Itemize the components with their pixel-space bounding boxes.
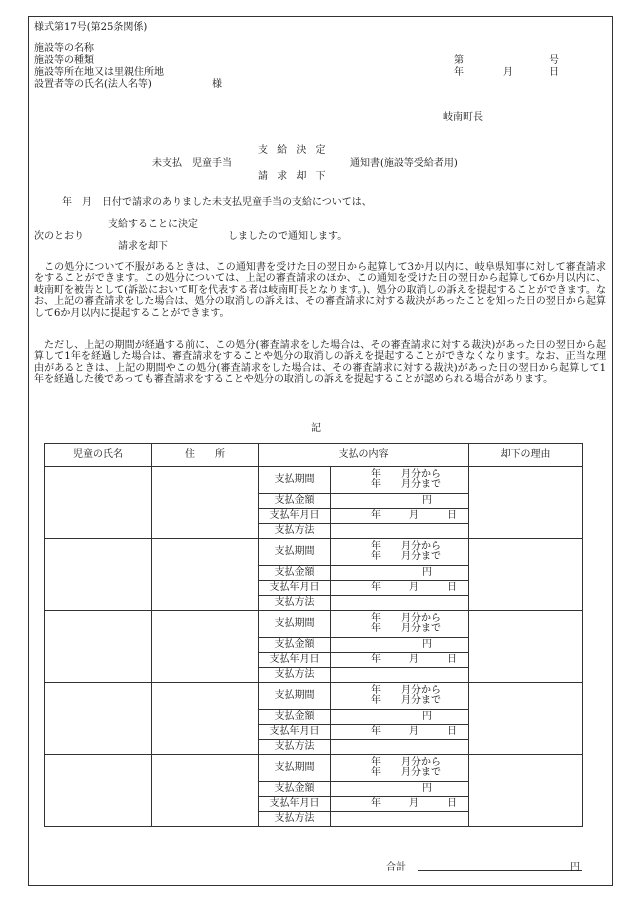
amount-value[interactable]: 円 [331,782,469,797]
period-to: 年 月分まで [371,695,441,706]
paydate-label: 支払年月日 [259,725,331,740]
amount-label: 支払金額 [259,566,331,581]
issuer: 岐南町長 [443,112,483,123]
method-label: 支払方法 [259,596,331,611]
paydate-part: 日 [447,582,457,593]
child-name-cell[interactable] [45,467,152,539]
method-value[interactable] [331,668,469,683]
period-value[interactable] [331,683,469,710]
record-row-period [45,755,583,782]
intro-choice-top: 支給することに決定 [108,219,198,230]
period-label: 支払期間 [259,467,331,494]
payment-table [44,443,583,827]
address-cell[interactable] [152,683,259,755]
period-value[interactable] [331,611,469,638]
paydate-label: 支払年月日 [259,797,331,812]
address-cell[interactable] [152,539,259,611]
period-value[interactable] [331,755,469,782]
period-from: 年 月分から [371,757,441,768]
doc-no-prefix: 第 [454,55,464,66]
period-value[interactable] [331,539,469,566]
paydate-value[interactable] [331,797,469,812]
paydate-part: 日 [447,726,457,737]
title-kind-bottom: 請 求 却 下 [258,171,329,182]
facility-type-label: 施設等の種類 [34,55,94,66]
intro-lead: 次のとおり [34,231,84,242]
header-rejection-reason: 却下の理由 [469,444,583,467]
period-from: 年 月分から [371,613,441,624]
child-name-cell[interactable] [45,611,152,683]
paydate-part: 日 [447,798,457,809]
total-label: 合計 [386,862,406,873]
paydate-part: 月 [409,654,419,665]
method-value[interactable] [331,740,469,755]
title-left: 未支払 児童手当 [152,158,232,169]
paydate-part: 月 [409,798,419,809]
method-value[interactable] [331,812,469,827]
amount-label: 支払金額 [259,782,331,797]
amount-label: 支払金額 [259,638,331,653]
paydate-part: 年 [371,798,381,809]
intro-tail: しましたので通知します。 [228,231,348,242]
header-address: 住 所 [152,444,259,467]
date-year: 年 [454,67,464,78]
address-cell[interactable] [152,611,259,683]
paydate-part: 月 [409,510,419,521]
record-row-period [45,539,583,566]
paydate-part: 月 [409,582,419,593]
intro-choice-bottom: 請求を却下 [118,241,168,252]
notice-paragraph-1: この処分について不服があるときは、この通知書を受けた日の翌日から起算して3か月以内に、岐阜県知事に対して審査請求をすることができます。この処分については、上記の審査請求のほか、この通知を受けた日の翌日から起算して6か月以内に、岐南町を被告として(訴訟において町を代表する者は岐南町長となります。)、処分の取消しの訴えを提起することができます。なお、上記の審査請求をした場合は、処分の取消しの訴えは、その審査請求に対する裁決があったことを知った日の翌日から起算して6か月以内に提起することができます。 [34,262,606,319]
rejection-reason-cell[interactable] [469,611,583,683]
paydate-part: 年 [371,726,381,737]
ki-label: 記 [311,423,321,434]
total-unit: 円 [570,862,580,873]
period-to: 年 月分まで [371,623,441,634]
record-row-period [45,683,583,710]
notice-paragraph-2: ただし、上記の期間が経過する前に、この処分(審査請求をした場合は、その審査請求に対する裁決)があった日の翌日から起算して1年を経過した場合は、審査請求をすることや処分の取消しの訴えを提起することができなくなります。なお、正当な理由があるときは、上記の期間やこの処分(審査請求をした場合は、その審査請求に対する裁決)があった日の翌日から起算して1年を経過した後であっても審査請求をすることや処分の取消しの訴えを提起することが認められる場合があります。 [34,340,606,386]
paydate-value[interactable] [331,509,469,524]
paydate-value[interactable] [331,581,469,596]
child-name-cell[interactable] [45,683,152,755]
doc-no-suffix: 号 [549,55,559,66]
period-from: 年 月分から [371,685,441,696]
total-underline [418,870,582,871]
record-row-period [45,467,583,494]
address-cell[interactable] [152,755,259,827]
period-to: 年 月分まで [371,479,441,490]
period-label: 支払期間 [259,683,331,710]
child-name-cell[interactable] [45,755,152,827]
paydate-value[interactable] [331,653,469,668]
method-label: 支払方法 [259,524,331,539]
rejection-reason-cell[interactable] [469,539,583,611]
intro-date-line: 年 月 日付で請求のありました未支払児童手当の支給については、 [62,197,372,208]
child-name-cell[interactable] [45,539,152,611]
method-label: 支払方法 [259,668,331,683]
period-label: 支払期間 [259,755,331,782]
facility-name-label: 施設等の名称 [34,43,94,54]
amount-label: 支払金額 [259,710,331,725]
title-right: 通知書(施設等受給者用) [350,158,458,169]
paydate-part: 月 [409,726,419,737]
header-payment-content: 支払の内容 [259,444,469,467]
paydate-part: 年 [371,582,381,593]
period-to: 年 月分まで [371,551,441,562]
date-month: 月 [503,67,513,78]
amount-value[interactable]: 円 [331,494,469,509]
paydate-label: 支払年月日 [259,509,331,524]
address-cell[interactable] [152,467,259,539]
amount-label: 支払金額 [259,494,331,509]
paydate-label: 支払年月日 [259,581,331,596]
date-day: 日 [549,67,559,78]
amount-value[interactable]: 円 [331,638,469,653]
paydate-part: 日 [447,654,457,665]
period-label: 支払期間 [259,611,331,638]
paydate-part: 年 [371,654,381,665]
record-row-period [45,611,583,638]
title-kind-top: 支 給 決 定 [258,145,329,156]
method-label: 支払方法 [259,740,331,755]
method-value[interactable] [331,596,469,611]
rejection-reason-cell[interactable] [469,755,583,827]
paydate-value[interactable] [331,725,469,740]
operator-label: 設置者等の氏名(法人名等) [34,79,152,90]
period-from: 年 月分から [371,541,441,552]
period-value[interactable] [331,467,469,494]
facility-address-label: 施設等所在地又は里親住所地 [34,67,164,78]
method-value[interactable] [331,524,469,539]
period-to: 年 月分まで [371,767,441,778]
method-label: 支払方法 [259,812,331,827]
header-child-name: 児童の氏名 [45,444,152,467]
rejection-reason-cell[interactable] [469,467,583,539]
paydate-label: 支払年月日 [259,653,331,668]
form-number: 様式第17号(第25条関係) [34,22,148,33]
honorific: 様 [212,79,222,90]
amount-value[interactable]: 円 [331,566,469,581]
period-label: 支払期間 [259,539,331,566]
paydate-part: 年 [371,510,381,521]
rejection-reason-cell[interactable] [469,683,583,755]
amount-value[interactable]: 円 [331,710,469,725]
paydate-part: 日 [447,510,457,521]
period-from: 年 月分から [371,469,441,480]
